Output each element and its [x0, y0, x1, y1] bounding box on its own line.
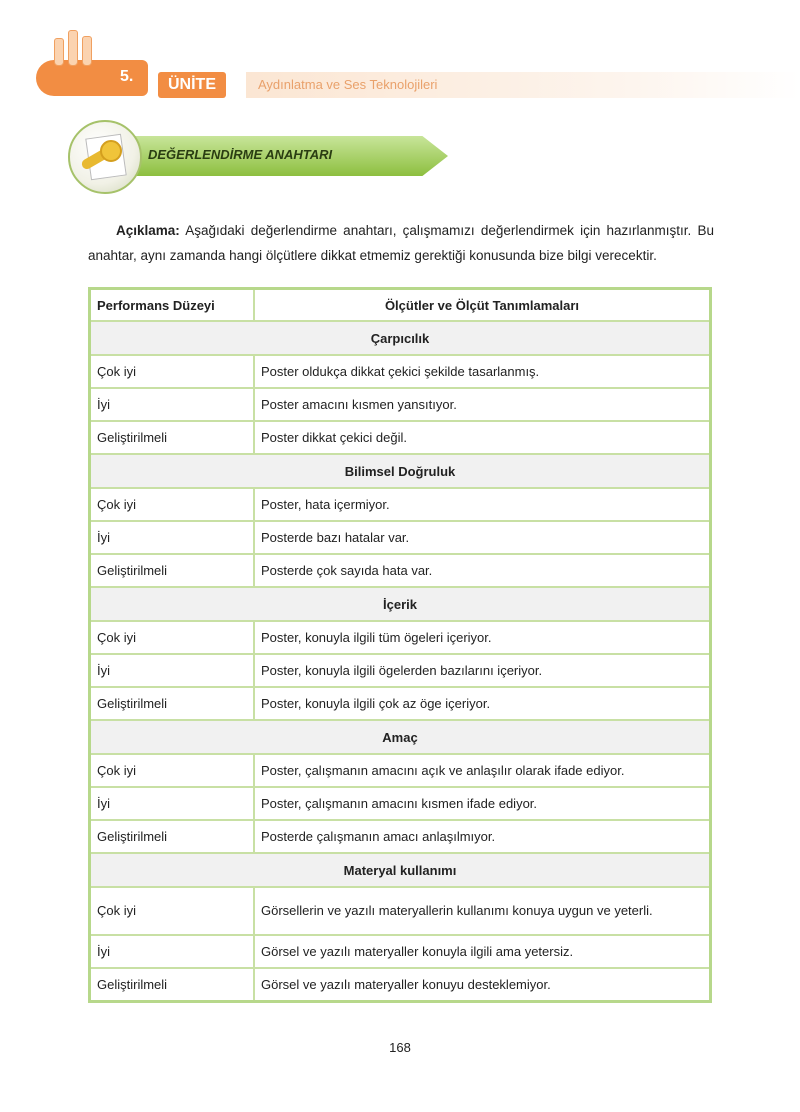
level-cell: Geliştirilmeli [90, 820, 255, 853]
table-row [90, 388, 711, 421]
section-title-cell: Materyal kullanımı [90, 853, 711, 887]
table-row [90, 787, 711, 820]
section-title-cell: Amaç [90, 720, 711, 754]
table-row [90, 887, 711, 935]
unit-title: Aydınlatma ve Ses Teknolojileri [258, 77, 438, 92]
unit-label: ÜNİTE [158, 72, 226, 98]
criteria-cell: Görsel ve yazılı materyaller konuyla ilgili ama yetersiz. [254, 935, 711, 968]
level-cell: İyi [90, 388, 255, 421]
table-row [90, 521, 711, 554]
test-tube-icon [82, 36, 92, 66]
level-cell: İyi [90, 654, 255, 687]
level-cell: Çok iyi [90, 887, 255, 935]
criteria-cell: Posterde çok sayıda hata var. [254, 554, 711, 587]
section-title: DEĞERLENDİRME ANAHTARI [148, 147, 333, 162]
criteria-cell: Poster, konuyla ilgili çok az öge içeriyor. [254, 687, 711, 720]
level-cell: İyi [90, 521, 255, 554]
header-level: Performans Düzeyi [90, 289, 255, 322]
table-row [90, 935, 711, 968]
level-cell: Geliştirilmeli [90, 554, 255, 587]
criteria-cell: Poster oldukça dikkat çekici şekilde tasarlanmış. [254, 355, 711, 388]
table-row [90, 968, 711, 1002]
criteria-cell: Görsellerin ve yazılı materyallerin kullanımı konuya uygun ve yeterli. [254, 887, 711, 935]
level-cell: Çok iyi [90, 621, 255, 654]
test-tube-icon [68, 30, 78, 66]
criteria-cell: Poster, çalışmanın amacını kısmen ifade ediyor. [254, 787, 711, 820]
level-cell: Geliştirilmeli [90, 687, 255, 720]
table-row [90, 355, 711, 388]
table-row [90, 754, 711, 787]
criteria-cell: Poster dikkat çekici değil. [254, 421, 711, 454]
criteria-cell: Poster, hata içermiyor. [254, 488, 711, 521]
page-number: 168 [389, 1040, 411, 1055]
table-row [90, 421, 711, 454]
table-header-row [90, 289, 711, 322]
criteria-cell: Poster, konuyla ilgili tüm ögeleri içeriyor. [254, 621, 711, 654]
section-title-cell: Çarpıcılık [90, 321, 711, 355]
section-banner [68, 120, 478, 192]
unit-number: 5. [120, 68, 134, 85]
section-row [90, 454, 711, 488]
section-title-cell: İçerik [90, 587, 711, 621]
level-cell: Çok iyi [90, 754, 255, 787]
level-cell: Çok iyi [90, 355, 255, 388]
level-cell: İyi [90, 935, 255, 968]
criteria-cell: Poster, konuyla ilgili ögelerden bazılarını içeriyor. [254, 654, 711, 687]
table-row [90, 820, 711, 853]
unit-tab [36, 60, 148, 96]
level-cell: İyi [90, 787, 255, 820]
criteria-cell: Poster amacını kısmen yansıtıyor. [254, 388, 711, 421]
table-row [90, 488, 711, 521]
section-row [90, 720, 711, 754]
unit-header [0, 52, 800, 102]
explanation-text: Aşağıdaki değerlendirme anahtarı, çalışmamızı değerlendirmek için hazırlanmıştır. Bu anahtar, aynı zamanda hangi ölçütlere dikkat etmemiz gerektiği konusunda bize bilgi verecektir. [88, 222, 714, 263]
test-tube-icon [54, 38, 64, 66]
explanation-paragraph [88, 218, 714, 268]
level-cell: Geliştirilmeli [90, 968, 255, 1002]
criteria-cell: Görsel ve yazılı materyaller konuyu desteklemiyor. [254, 968, 711, 1002]
section-title-cell: Bilimsel Doğruluk [90, 454, 711, 488]
section-row [90, 321, 711, 355]
section-row [90, 853, 711, 887]
table-row [90, 554, 711, 587]
criteria-cell: Posterde bazı hatalar var. [254, 521, 711, 554]
level-cell: Geliştirilmeli [90, 421, 255, 454]
criteria-cell: Poster, çalışmanın amacını açık ve anlaşılır olarak ifade ediyor. [254, 754, 711, 787]
explanation-lead: Açıklama: [116, 222, 180, 238]
table-row [90, 654, 711, 687]
rubric-table [88, 287, 712, 1003]
criteria-cell: Posterde çalışmanın amacı anlaşılmıyor. [254, 820, 711, 853]
table-row [90, 621, 711, 654]
section-row [90, 587, 711, 621]
header-criteria: Ölçütler ve Ölçüt Tanımlamaları [254, 289, 711, 322]
level-cell: Çok iyi [90, 488, 255, 521]
table-row [90, 687, 711, 720]
key-on-paper-icon [68, 120, 142, 194]
